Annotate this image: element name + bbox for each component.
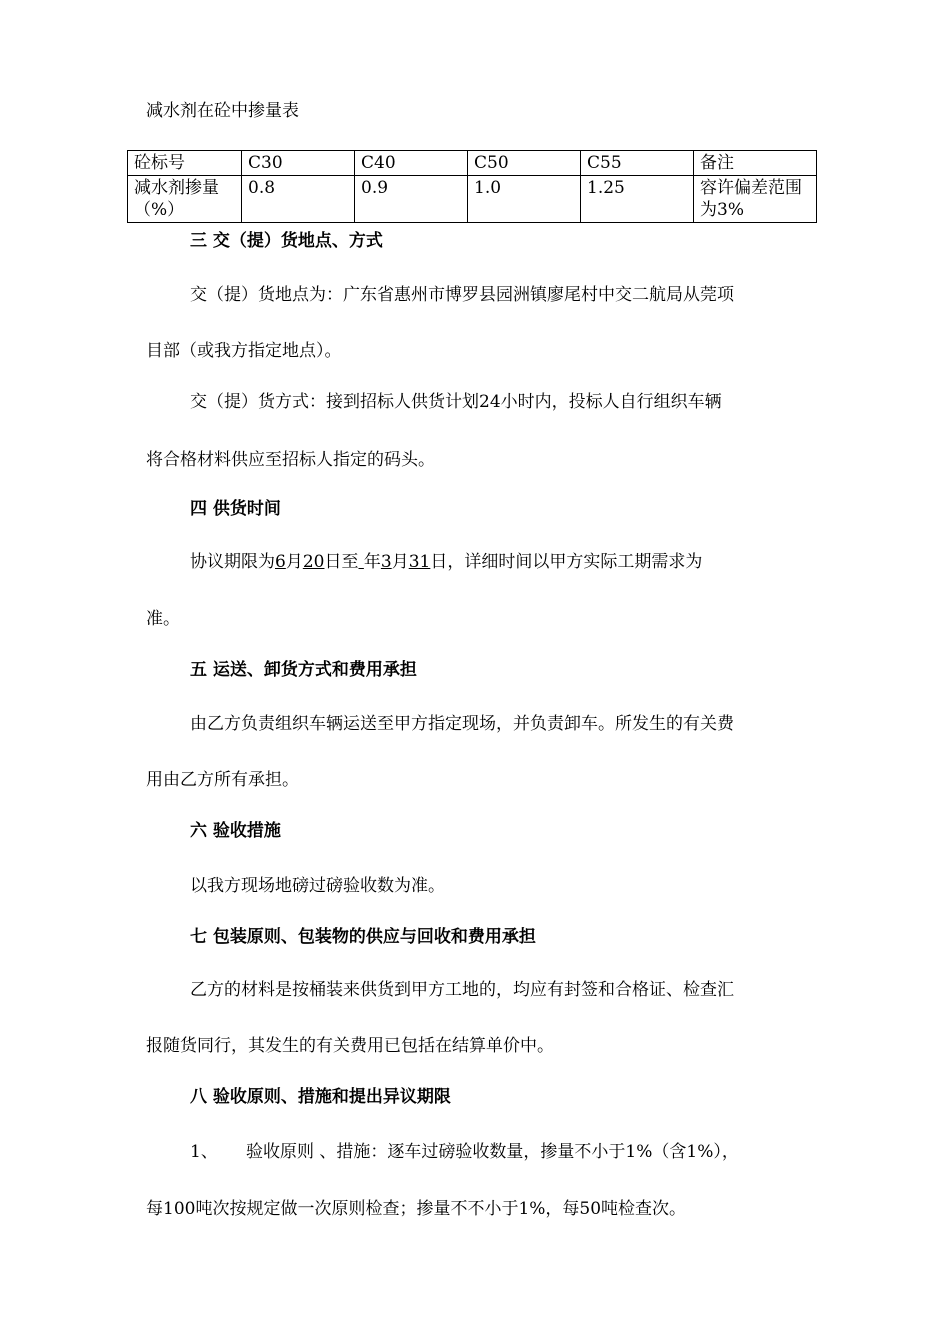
text-month-2: 月 bbox=[391, 552, 409, 572]
table-cell: 1.25 bbox=[581, 176, 694, 223]
header-cell: C55 bbox=[581, 151, 694, 176]
end-month: 3 bbox=[380, 552, 392, 572]
text-year: 年 bbox=[363, 552, 381, 572]
agreement-prefix: 协议期限为 bbox=[190, 552, 275, 572]
table-cell: 减水剂掺量（%） bbox=[128, 176, 242, 223]
start-month: 6 bbox=[275, 552, 286, 572]
table-cell: 0.9 bbox=[355, 176, 468, 223]
table-title: 减水剂在砼中掺量表 bbox=[146, 101, 299, 121]
section-3-p1-line2: 目部（或我方指定地点）。 bbox=[146, 341, 342, 361]
section-7-line2: 报随货同行，其发生的有关费用已包括在结算单价中。 bbox=[146, 1036, 554, 1056]
section-4-heading: 四 供货时间 bbox=[190, 499, 281, 519]
end-day: 31 bbox=[408, 552, 431, 572]
header-cell: C40 bbox=[355, 151, 468, 176]
section-7-heading: 七 包装原则、包装物的供应与回收和费用承担 bbox=[190, 927, 536, 947]
section-7-line1: 乙方的材料是按桶装来供货到甲方工地的，均应有封签和合格证、检查汇 bbox=[190, 980, 734, 1000]
table-cell: 0.8 bbox=[242, 176, 355, 223]
agreement-suffix: 日，详细时间以甲方实际工期需求为 bbox=[430, 552, 703, 572]
header-cell: C50 bbox=[468, 151, 581, 176]
table-row bbox=[128, 176, 817, 223]
admixture-table bbox=[127, 150, 817, 223]
header-cell: 砼标号 bbox=[128, 151, 242, 176]
section-4-line1 bbox=[190, 551, 702, 573]
section-6-heading: 六 验收措施 bbox=[190, 821, 281, 841]
section-5-line1: 由乙方负责组织车辆运送至甲方指定现场，并负责卸车。所发生的有关费 bbox=[190, 714, 734, 734]
section-8-item-number: 1、 bbox=[190, 1142, 218, 1162]
section-5-heading: 五 运送、卸货方式和费用承担 bbox=[190, 660, 417, 680]
text-day-to: 日至 bbox=[324, 552, 359, 572]
section-3-p2-line2: 将合格材料供应至招标人指定的码头。 bbox=[146, 450, 435, 470]
table-cell: 容许偏差范围为3% bbox=[694, 176, 817, 223]
text-month: 月 bbox=[285, 552, 303, 572]
section-4-line2: 准。 bbox=[146, 609, 180, 629]
section-8-line1: 验收原则 、措施：逐车过磅验收数量，掺量不小于1%（含1%）， bbox=[246, 1142, 739, 1162]
section-8-heading: 八 验收原则、措施和提出异议期限 bbox=[190, 1087, 451, 1107]
table-header-row bbox=[128, 151, 817, 176]
header-cell: C30 bbox=[242, 151, 355, 176]
section-3-p1-line1: 交（提）货地点为：广东省惠州市博罗县园洲镇廖尾村中交二航局从莞项 bbox=[190, 285, 734, 305]
table-cell: 1.0 bbox=[468, 176, 581, 223]
header-cell: 备注 bbox=[694, 151, 817, 176]
section-3-heading: 三 交（提）货地点、方式 bbox=[190, 231, 383, 251]
section-6-line1: 以我方现场地磅过磅验收数为准。 bbox=[190, 876, 445, 896]
section-3-p2-line1: 交（提）货方式：接到招标人供货计划24小时内，投标人自行组织车辆 bbox=[190, 392, 722, 412]
section-8-line2: 每100吨次按规定做一次原则检查；掺量不不小于1%，每50吨检查次。 bbox=[146, 1199, 687, 1219]
start-day: 20 bbox=[302, 552, 325, 572]
section-5-line2: 用由乙方所有承担。 bbox=[146, 770, 299, 790]
